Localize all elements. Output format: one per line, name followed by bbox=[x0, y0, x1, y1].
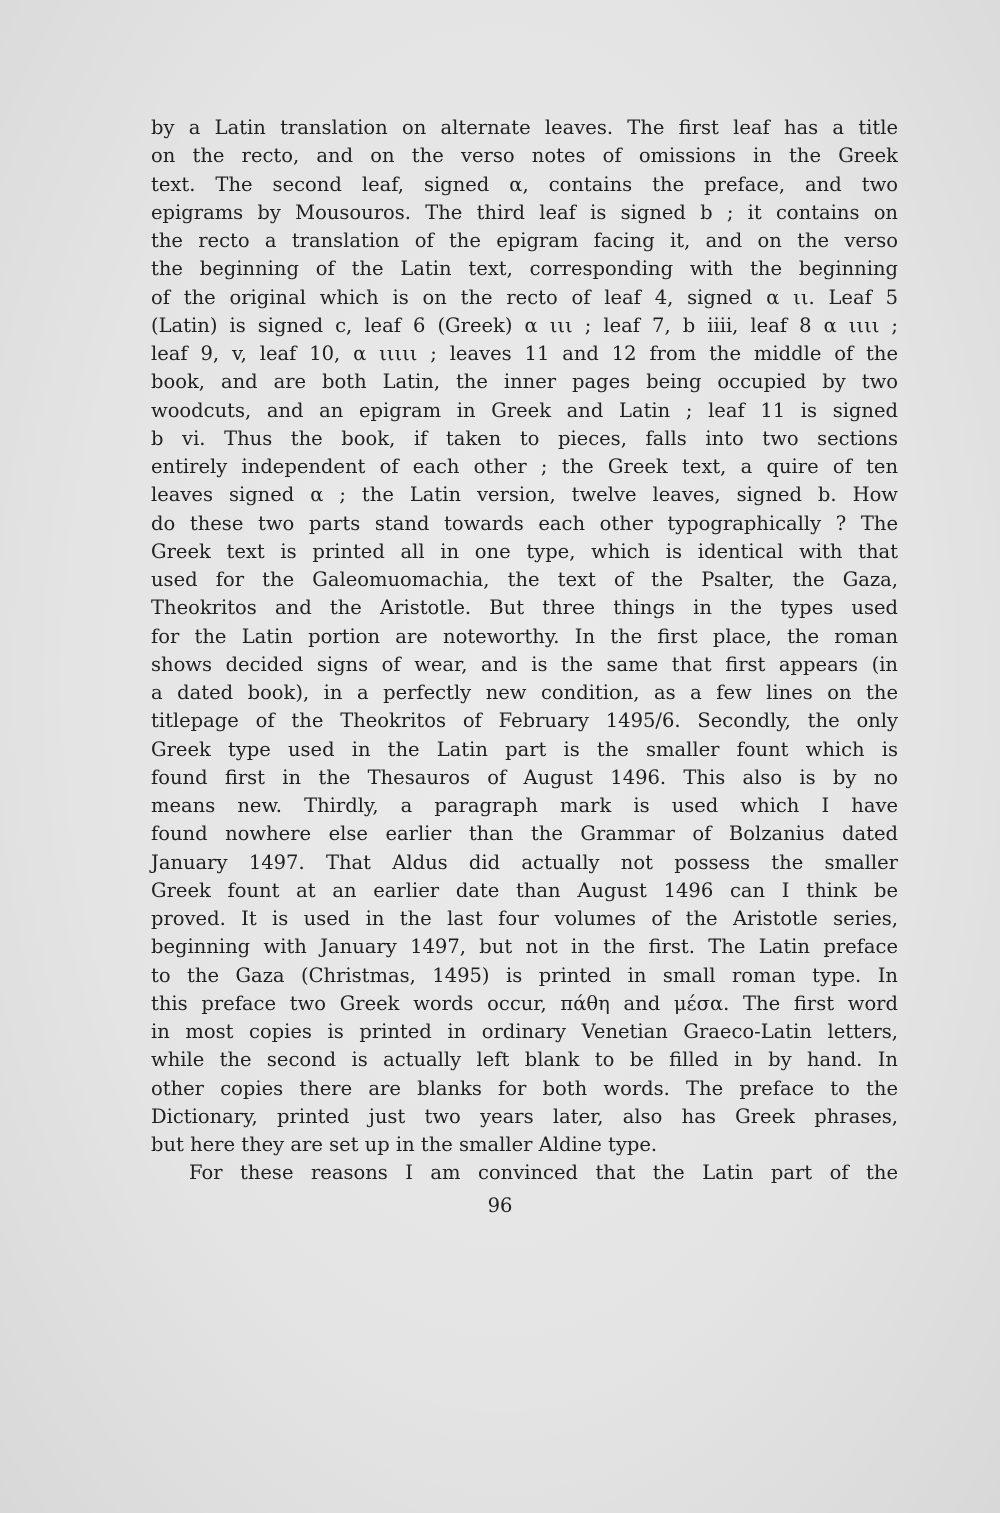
text-line: Theokritos and the Aristotle. But three things in the types used bbox=[151, 596, 898, 620]
text-line: to the Gaza (Christmas, 1495) is printed in small roman type. In bbox=[151, 963, 898, 987]
text-line: on the recto, and on the verso notes of omissions in the Greek bbox=[151, 144, 898, 168]
text-line: titlepage of the Theokritos of February 1495/6. Secondly, the only bbox=[151, 709, 898, 733]
text-line: found nowhere else earlier than the Grammar of Bolzanius dated bbox=[151, 822, 898, 846]
text-line: used for the Galeomuomachia, the text of the Psalter, the Gaza, bbox=[151, 568, 898, 591]
text-line: entirely independent of each other ; the Greek text, a quire of ten bbox=[151, 455, 898, 478]
text-line: in most copies is printed in ordinary Venetian Graeco-Latin letters, bbox=[151, 1020, 898, 1043]
body-text bbox=[151, 114, 898, 1188]
text-line: the recto a translation of the epigram facing it, and on the verso bbox=[151, 229, 898, 252]
text-line: this preface two Greek words occur, πάθη and μέσα. The first word bbox=[151, 991, 898, 1015]
text-line: epigrams by Mousouros. The third leaf is signed b ; it contains on bbox=[151, 200, 898, 224]
text-line: Greek type used in the Latin part is the smaller fount which is bbox=[151, 737, 898, 761]
text-line: the beginning of the Latin text, corresponding with the beginning bbox=[151, 257, 898, 281]
text-line: leaf 9, v, leaf 10, α ιιιιι ; leaves 11 and 12 from the middle of the bbox=[151, 342, 898, 365]
text-line: means new. Thirdly, a paragraph mark is used which I have bbox=[151, 794, 898, 817]
text-line: of the original which is on the recto of leaf 4, signed α ιι. Leaf 5 bbox=[151, 285, 898, 309]
text-line: by a Latin translation on alternate leaves. The first leaf has a title bbox=[151, 116, 898, 139]
text-line: beginning with January 1497, but not in the first. The Latin preface bbox=[151, 935, 898, 959]
text-line: Greek text is printed all in one type, which is identical with that bbox=[151, 539, 898, 563]
text-line: January 1497. That Aldus did actually not possess the smaller bbox=[151, 850, 898, 874]
text-line: Greek fount at an earlier date than August 1496 can I think be bbox=[151, 878, 898, 902]
text-line: other copies there are blanks for both words. The preface to the bbox=[151, 1076, 898, 1100]
text-line: while the second is actually left blank to be filled in by hand. In bbox=[151, 1048, 898, 1072]
text-line: text. The second leaf, signed α, contains the preface, and two bbox=[151, 172, 898, 196]
paragraph-end-line: but here they are set up in the smaller Aldine type. bbox=[151, 1133, 658, 1156]
text-line: a dated book), in a perfectly new condition, as a few lines on the bbox=[151, 681, 898, 704]
page-number: 96 bbox=[487, 1194, 513, 1217]
text-line: Dictionary, printed just two years later, also has Greek phrases, bbox=[151, 1104, 898, 1128]
text-line: (Latin) is signed c, leaf 6 (Greek) α ιιι ; leaf 7, b iiii, leaf 8 α ιιιι ; bbox=[151, 313, 898, 337]
text-line: proved. It is used in the last four volumes of the Aristotle series, bbox=[151, 907, 898, 930]
text-line: b vi. Thus the book, if taken to pieces, falls into two sections bbox=[151, 426, 898, 450]
text-line: found first in the Thesauros of August 1496. This also is by no bbox=[151, 765, 898, 789]
paragraph-start-line: For these reasons I am convinced that the Latin part of the bbox=[189, 1161, 898, 1185]
text-line: woodcuts, and an epigram in Greek and Latin ; leaf 11 is signed bbox=[151, 398, 898, 422]
text-line: book, and are both Latin, the inner pages being occupied by two bbox=[151, 370, 898, 394]
text-line: shows decided signs of wear, and is the same that first appears (in bbox=[151, 652, 898, 676]
text-line: leaves signed α ; the Latin version, twelve leaves, signed b. How bbox=[151, 483, 898, 507]
text-line: for the Latin portion are noteworthy. In the first place, the roman bbox=[151, 624, 898, 648]
text-line: do these two parts stand towards each other typographically ? The bbox=[151, 511, 898, 535]
